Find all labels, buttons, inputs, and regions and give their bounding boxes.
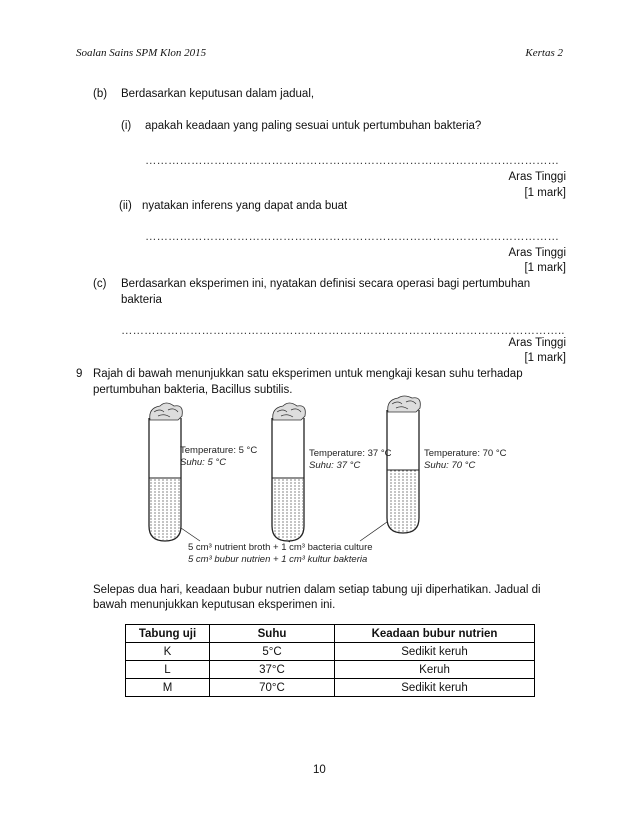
header-paper: Kertas 2 bbox=[525, 47, 563, 59]
part-b-label: (b) bbox=[93, 88, 108, 100]
part-b-text: Berdasarkan keputusan dalam jadual, bbox=[121, 88, 315, 100]
nutrient-broth bbox=[150, 478, 180, 540]
part-c-text-line2: bakteria bbox=[121, 294, 162, 306]
table-row bbox=[126, 643, 535, 661]
paragraph-line2: bawah menunjukkan keputusan eksperimen ini. bbox=[93, 599, 336, 611]
temperature-label: Temperature: 37 °C bbox=[309, 448, 392, 459]
question-9-text-line2: pertumbuhan bakteria, Bacillus subtilis. bbox=[93, 384, 293, 396]
part-b-i-text: apakah keadaan yang paling sesuai untuk pertumbuhan bakteria? bbox=[145, 120, 482, 132]
question-9-text-line1: Rajah di bawah menunjukkan satu eksperimen untuk mengkaji kesan suhu terhadap bbox=[93, 368, 523, 380]
part-c-label: (c) bbox=[93, 278, 107, 290]
figure-caption-ms: 5 cm³ bubur nutrien + 1 cm³ kultur bakteria bbox=[188, 554, 368, 565]
nutrient-broth bbox=[388, 470, 418, 532]
answer-line-c[interactable]: …………………………………………………………………………………………………….. bbox=[121, 325, 565, 337]
table-cell: L bbox=[126, 661, 210, 679]
part-c-text-line1: Berdasarkan eksperimen ini, nyatakan definisi secara operasi bagi pertumbuhan bbox=[121, 278, 531, 290]
table-cell: Keruh bbox=[335, 661, 535, 679]
column-header: Keadaan bubur nutrien bbox=[335, 625, 535, 643]
column-header: Tabung uji bbox=[126, 625, 210, 643]
test-tube-k bbox=[149, 403, 182, 541]
difficulty-level: Aras Tinggi bbox=[508, 171, 566, 183]
table-cell: M bbox=[126, 679, 210, 697]
answer-line-b-ii[interactable]: ……………………………………………………………………………………………… bbox=[145, 231, 559, 243]
difficulty-level: Aras Tinggi bbox=[508, 337, 566, 349]
table-cell: Sedikit keruh bbox=[335, 643, 535, 661]
table-cell: Sedikit keruh bbox=[335, 679, 535, 697]
table-row bbox=[126, 661, 535, 679]
temperature-label: Temperature: 70 °C bbox=[424, 448, 507, 459]
table-cell: 5°C bbox=[210, 643, 335, 661]
part-b-ii-text: nyatakan inferens yang dapat anda buat bbox=[142, 200, 348, 212]
nutrient-broth bbox=[273, 478, 303, 540]
suhu-label: Suhu: 37 °C bbox=[309, 460, 361, 471]
table-cell: K bbox=[126, 643, 210, 661]
table-cell: 70°C bbox=[210, 679, 335, 697]
mark-allocation: [1 mark] bbox=[524, 262, 566, 274]
table-cell: 37°C bbox=[210, 661, 335, 679]
suhu-label: Suhu: 70 °C bbox=[424, 460, 476, 471]
column-header: Suhu bbox=[210, 625, 335, 643]
results-table bbox=[125, 624, 535, 697]
paragraph-line1: Selepas dua hari, keadaan bubur nutrien dalam setiap tabung uji diperhatikan. Jadual di bbox=[93, 584, 541, 596]
answer-line-b-i[interactable]: ……………………………………………………………………………………………… bbox=[145, 155, 559, 167]
mark-allocation: [1 mark] bbox=[524, 187, 566, 199]
figure-caption-en: 5 cm³ nutrient broth + 1 cm³ bacteria culture bbox=[188, 542, 373, 553]
table-header-row bbox=[126, 625, 535, 643]
part-b-ii-label: (ii) bbox=[119, 200, 132, 212]
pointer-line bbox=[181, 528, 200, 541]
test-tube-figure bbox=[130, 398, 507, 566]
mark-allocation: [1 mark] bbox=[524, 352, 566, 364]
test-tube-l bbox=[272, 403, 305, 541]
table-row bbox=[126, 679, 535, 697]
header-title: Soalan Sains SPM Klon 2015 bbox=[76, 47, 207, 59]
pointer-line bbox=[360, 522, 387, 541]
part-b-i-label: (i) bbox=[121, 120, 132, 132]
temperature-label: Temperature: 5 °C bbox=[180, 445, 258, 456]
question-9-number: 9 bbox=[76, 368, 83, 380]
suhu-label: Suhu: 5 °C bbox=[180, 457, 227, 468]
difficulty-level: Aras Tinggi bbox=[508, 247, 566, 259]
page-number: 10 bbox=[313, 764, 326, 776]
test-tube-m bbox=[387, 396, 420, 533]
